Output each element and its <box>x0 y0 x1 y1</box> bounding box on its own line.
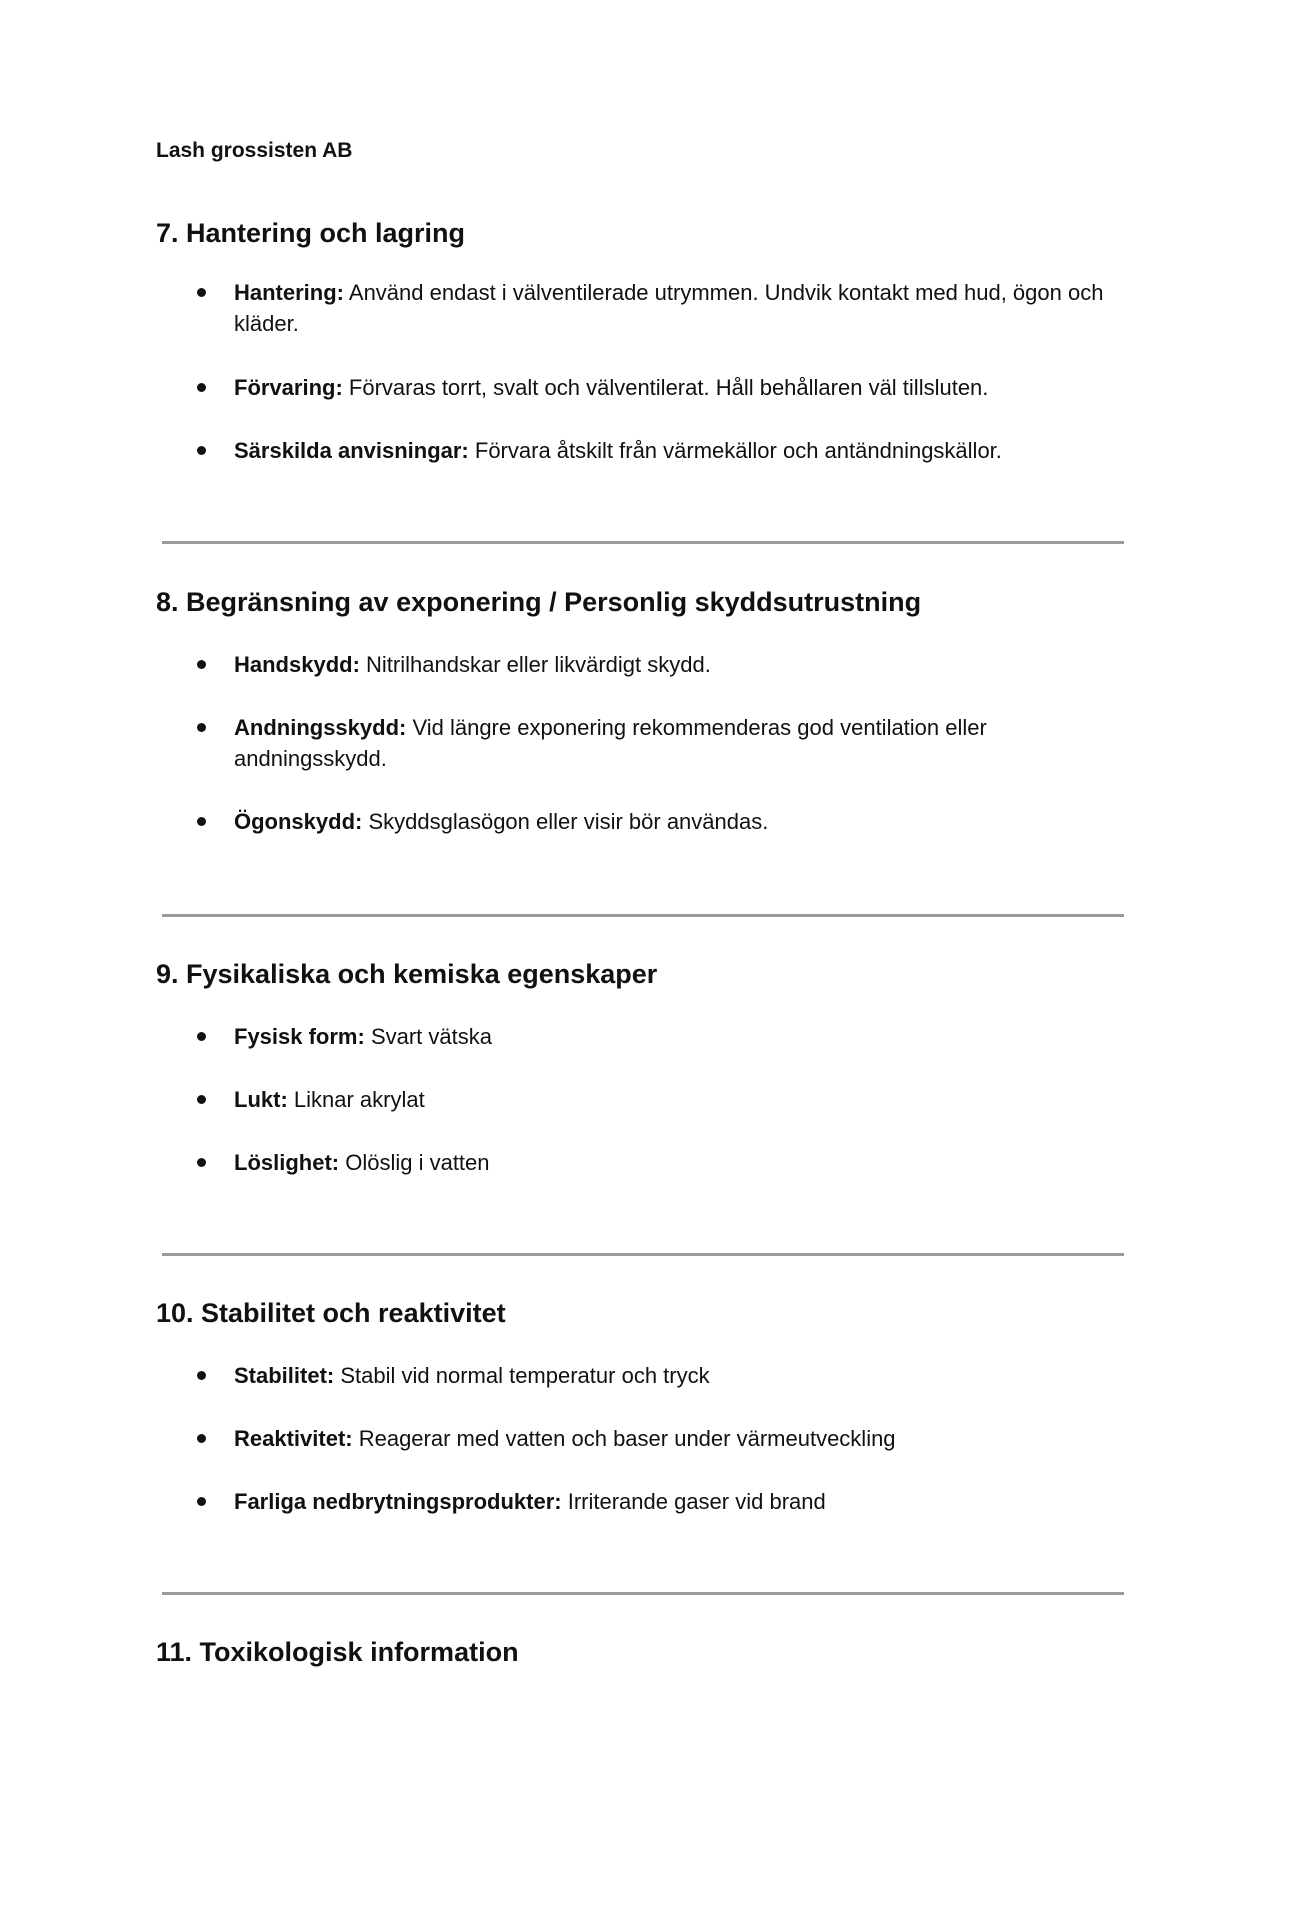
list-item <box>234 277 1134 339</box>
item-label: Reaktivitet: <box>234 1426 353 1451</box>
list-item <box>234 806 1134 837</box>
section-divider <box>162 1592 1124 1595</box>
bullet-icon <box>197 660 206 669</box>
list-item <box>234 1423 1134 1454</box>
section-divider <box>162 1253 1124 1256</box>
section-divider <box>162 914 1124 917</box>
bullet-icon <box>197 1497 206 1506</box>
bullet-icon <box>197 1032 206 1041</box>
item-label: Förvaring: <box>234 375 343 400</box>
section-divider <box>162 541 1124 544</box>
item-label: Lukt: <box>234 1087 288 1112</box>
item-label: Andningsskydd: <box>234 715 407 740</box>
list-item <box>234 1021 1134 1052</box>
item-label: Ögonskydd: <box>234 809 363 834</box>
item-text: Förvaras torrt, svalt och välventilerat. Håll behållaren väl tillsluten. <box>342 375 989 400</box>
bullet-icon <box>197 1158 206 1167</box>
item-label: Fysisk form: <box>234 1024 365 1049</box>
list-item <box>234 712 1084 774</box>
bullet-icon <box>197 383 206 392</box>
section-title: 11. Toxikologisk information <box>156 1637 519 1667</box>
section-title: 7. Hantering och lagring <box>156 218 466 248</box>
item-label: Löslighet: <box>234 1150 340 1175</box>
list-item <box>234 435 1134 466</box>
item-text: Stabil vid normal temperatur och tryck <box>334 1363 710 1388</box>
list-item <box>234 1084 1134 1115</box>
item-text: Vid längre exponering rekommenderas god ventilation eller andningsskydd. <box>234 715 987 771</box>
company-header: Lash grossisten AB <box>156 139 353 162</box>
bullet-icon <box>197 1095 206 1104</box>
bullet-icon <box>197 1434 206 1443</box>
bullet-icon <box>197 817 206 826</box>
list-item <box>234 1147 1134 1178</box>
list-item <box>234 1360 1134 1391</box>
item-text: Använd endast i välventilerade utrymmen. Undvik kontakt med hud, ögon och kläder. <box>234 280 1104 336</box>
item-text: Skyddsglasögon eller visir bör användas. <box>362 809 769 834</box>
section-title: 8. Begränsning av exponering / Personlig skyddsutrustning <box>156 587 922 617</box>
list-item <box>234 649 1134 680</box>
bullet-icon <box>197 1371 206 1380</box>
list-item <box>234 1486 1134 1517</box>
item-text: Svart vätska <box>364 1024 492 1049</box>
bullet-icon <box>197 288 206 297</box>
item-label: Särskilda anvisningar: <box>234 438 469 463</box>
item-text: Irriterande gaser vid brand <box>561 1489 826 1514</box>
bullet-icon <box>197 723 206 732</box>
item-text: Nitrilhandskar eller likvärdigt skydd. <box>359 652 711 677</box>
item-label: Hantering: <box>234 280 344 305</box>
item-text: Liknar akrylat <box>287 1087 425 1112</box>
item-label: Stabilitet: <box>234 1363 335 1388</box>
section-title: 9. Fysikaliska och kemiska egenskaper <box>156 959 658 989</box>
section-title: 10. Stabilitet och reaktivitet <box>156 1298 506 1328</box>
list-item <box>234 372 1134 403</box>
item-text: Olöslig i vatten <box>339 1150 490 1175</box>
item-text: Reagerar med vatten och baser under värmeutveckling <box>352 1426 896 1451</box>
item-label: Handskydd: <box>234 652 360 677</box>
bullet-icon <box>197 446 206 455</box>
item-label: Farliga nedbrytningsprodukter: <box>234 1489 562 1514</box>
item-text: Förvara åtskilt från värmekällor och antändningskällor. <box>468 438 1002 463</box>
